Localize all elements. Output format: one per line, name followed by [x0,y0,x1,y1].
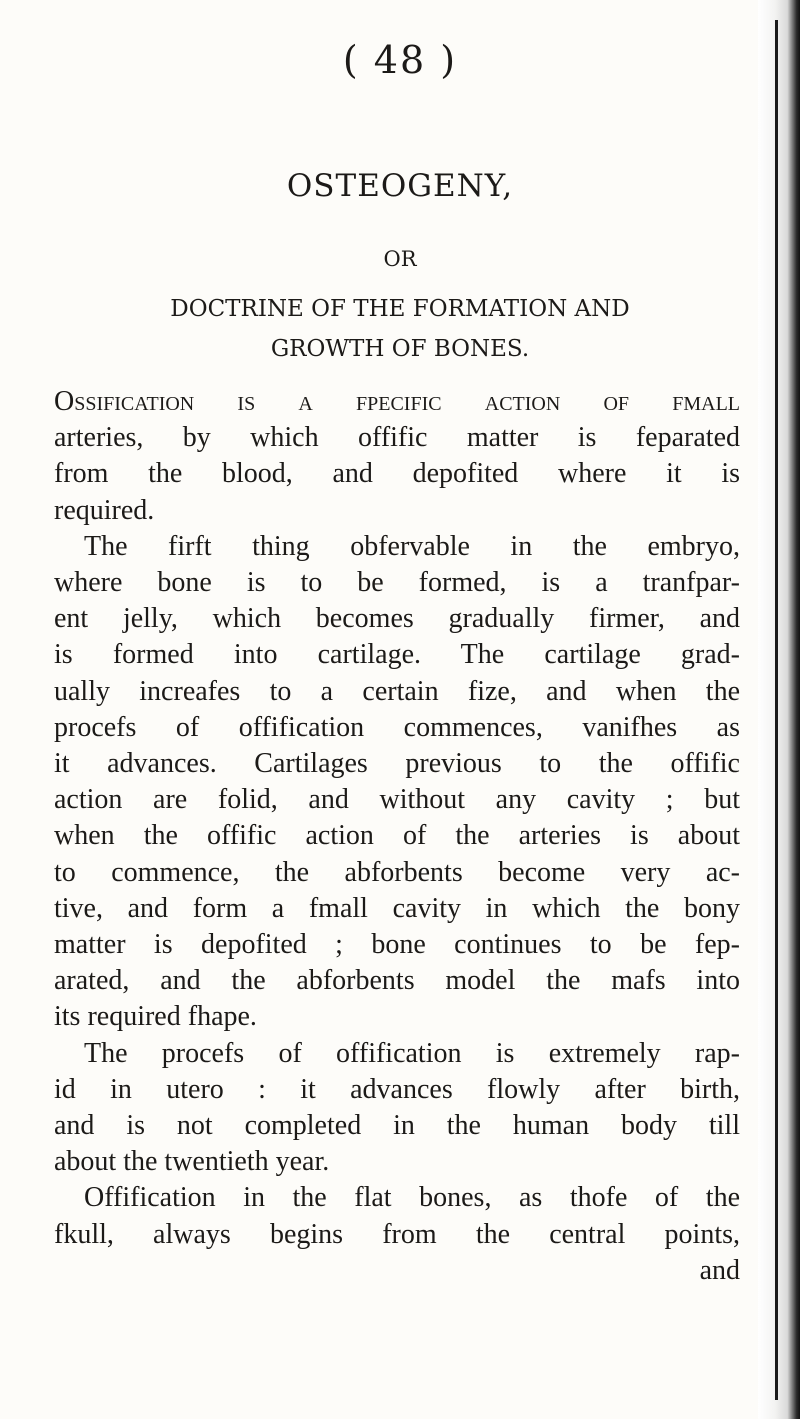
text-line: The firft thing obfervable in the embryo, [84,530,740,562]
text-line: when the offific action of the arteries is about [54,820,740,852]
chapter-subtitle [60,289,740,369]
text-line: to commence, the abforbents become very ac- [54,856,740,888]
text-line: arated, and the abforbents model the mafs into [54,965,740,997]
text-line: id in utero : it advances flowly after birth, [54,1073,740,1105]
text-line: and is not completed in the human body till [54,1110,740,1142]
text-line: is formed into cartilage. The cartilage grad- [54,639,740,671]
body-text [54,384,740,1289]
text-line: Offification in the flat bones, as thofe of the [84,1182,740,1214]
text-line: it advances. Cartilages previous to the offific [54,748,740,780]
text-line: ent jelly, which becomes gradually firmer, and [54,603,740,635]
text-line: Ossification is a fpecific action of fmall [54,386,740,417]
page-number: ( 48 ) [342,38,458,82]
text-line: required. [54,494,155,526]
text-line: its required fhape. [54,1001,257,1033]
text-line: about the twentieth year. [54,1146,330,1178]
text-line: matter is depofited ; bone continues to be fep- [54,929,740,961]
title-conjunction: OR [383,247,417,271]
catchword: and [699,1254,740,1286]
text-line: tive, and form a fmall cavity in which the bony [54,892,740,924]
text-line: procefs of offification commences, vanifhes as [54,711,740,743]
text-line: where bone is to be formed, is a tranfpar- [54,567,740,599]
chapter-title: OSTEOGENY, [286,168,514,204]
subtitle-line: DOCTRINE OF THE FORMATION AND [170,296,630,322]
page-gutter [758,0,800,1419]
text-line: action are folid, and without any cavity ; but [54,784,740,816]
text-line: fkull, always begins from the central points, [54,1218,740,1250]
text-line: ually increafes to a certain fize, and when the [54,675,740,707]
text-line: The procefs of offification is extremely rap- [84,1037,740,1069]
text-line: arteries, by which offific matter is feparated [54,422,740,454]
text-line: from the blood, and depofited where it is [54,458,740,490]
binding-edge [775,20,778,1400]
subtitle-line: GROWTH OF BONES. [270,336,530,362]
